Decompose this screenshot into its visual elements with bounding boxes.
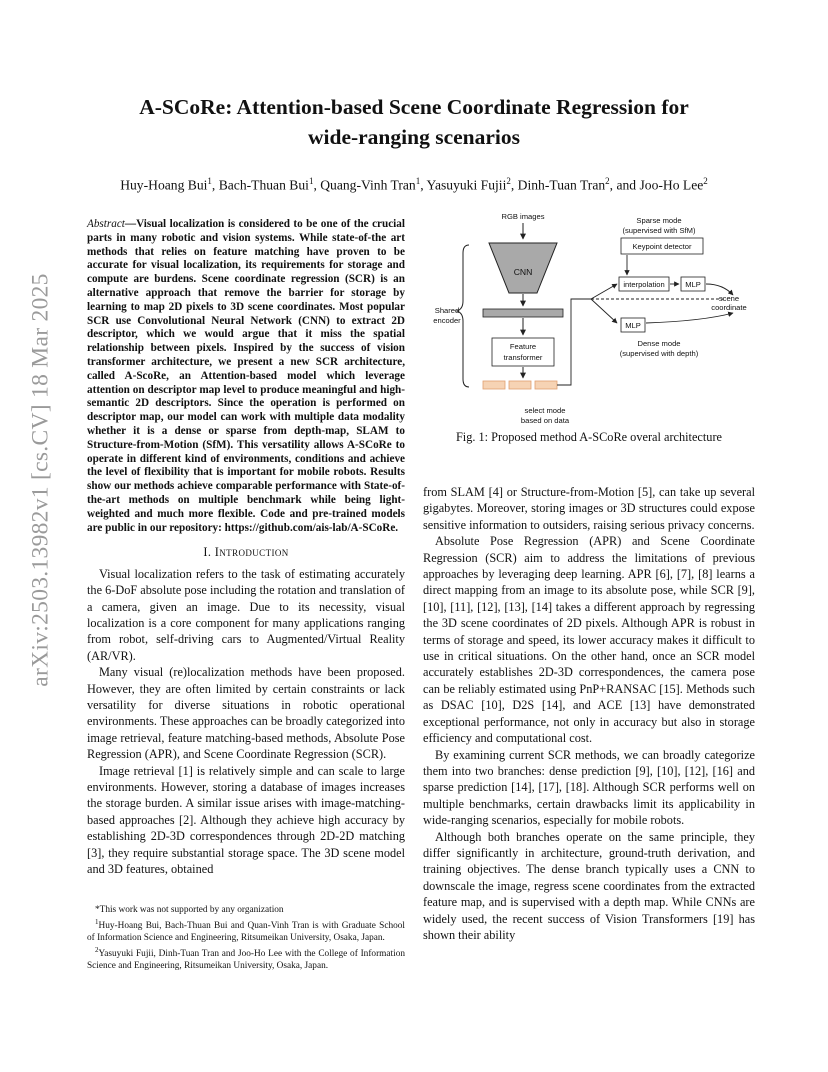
footnote-funding: *This work was not supported by any organization <box>95 905 284 915</box>
body-paragraph-continued: from SLAM [4] or Structure-from-Motion [5], can take up several gigabytes. Moreover, storing images or 3D structures could expose sensitive information to outsiders, raising serious privacy concerns. <box>423 485 755 532</box>
shared-encoder-label-1: Shared <box>434 306 460 315</box>
abstract <box>87 218 405 535</box>
author-separator: , and <box>609 177 640 193</box>
abstract-label: Abstract <box>87 218 125 230</box>
author-name: Bach-Thuan Bui <box>218 177 309 193</box>
title-line-1: A-SCoRe: Attention-based Scene Coordinate Regression for <box>139 95 689 119</box>
figure-caption: Fig. 1: Proposed method A-SCoRe overal architecture <box>455 430 723 444</box>
author-name: Huy-Hoang Bui <box>120 177 208 193</box>
footnote-affiliation-1 <box>87 917 405 944</box>
scene-coordinate-label-2: coordinate <box>711 303 747 312</box>
footnote-affiliation-2 <box>87 945 405 972</box>
abstract-dash: — <box>124 218 137 230</box>
select-mode-label-2: based on data <box>520 416 570 425</box>
section-heading <box>87 544 405 560</box>
left-column <box>87 218 405 877</box>
descriptor-token <box>509 381 531 389</box>
author-name: Dinh-Tuan Tran <box>517 177 606 193</box>
body-paragraph: Many visual (re)localization methods have been proposed. However, they are often limited by certain constraints or lack versatility for diverse situations in robotic operational environments. These approaches can be broadly categorized into image retrieval, feature matching-based methods, Absolute Pose Regression (APR), and Scene Coordinate Regression (SCR). <box>87 665 406 762</box>
feature-transformer-label-2: transformer <box>503 353 543 362</box>
author-separator: , <box>420 177 427 193</box>
architecture-diagram <box>423 203 755 435</box>
author-separator: , <box>211 177 219 193</box>
arrow-to-sparse <box>591 284 617 299</box>
author-list <box>40 172 788 195</box>
dense-mode-label-2: (supervised with depth) <box>619 349 699 358</box>
abstract-text: Visual localization is considered to be one of the crucial parts in many robotic and vision systems. While state-of-the art methods that relies on feature matching have proven to be accurate for visual localization, its requirements for storage and compute are burdens. Scene coordinate regression (SCR) is an alternative approach that remove the barrier for storage by learning to map 2D pixels to 3D scene coordinates. Most popular SCR use Convolutional Neural Network (CNN) to extract 2D descriptor, which we would argue that it miss the spatial relationship between pixels. Inspired by the success of vision transformer architecture, we present a new SCR architecture, called A-ScoRe, an Attention-based model which leverage attention on descriptor map level to produce meaningful and high-semantic 2D descriptors. Since the operation is performed on descriptor map, our model can work with multiple data modality whether it is a dense or sparse from depth-map, SLAM to Structure-from-Motion (SfM). This versatility allows A-SCoRe to operate in different kind of environments, conditions and achieve the level of flexibility that is important for mobile robots. Results show our methods achieve comparable performance with State-of-the-art methods on multiple benchmark while being light-weighted and much more flexible. Code and pre-trained models are public in our repository: https://github.com/ais-lab/A-SCoRe. <box>87 218 405 534</box>
author-affiliation-mark: 2 <box>605 176 610 186</box>
mlp-sparse-label: MLP <box>685 280 701 289</box>
arrow-to-dense <box>591 299 617 323</box>
descriptor-token <box>483 381 505 389</box>
author-affiliation-mark: 2 <box>703 176 708 186</box>
author-affiliation-mark: 1 <box>308 176 314 186</box>
footnotes <box>87 905 405 973</box>
interpolation-label: interpolation <box>623 280 665 289</box>
scene-coordinate-label-1: scene <box>718 294 740 303</box>
section-heading-text: I. Introduction <box>203 545 289 560</box>
footnote-mark: 1 <box>95 918 99 927</box>
cnn-label: CNN <box>513 267 533 277</box>
author-affiliation-mark: 1 <box>415 176 421 186</box>
arrow-dense-to-scene <box>646 313 733 323</box>
right-column <box>423 484 755 943</box>
architecture-figure <box>423 203 755 435</box>
descriptor-token <box>535 381 557 389</box>
select-mode-label-1: select mode <box>524 406 566 415</box>
body-paragraph: Absolute Pose Regression (APR) and Scene Coordinate Regression (SCR) aim to address the limitations of previous approaches by leveraging deep learning. APR [6], [7], [8] learns a direct mapping from an image to its absolute pose, while SCR [9], [10], [11], [12], [13], [14] takes a different approach by regressing the 3D scene coordinates of 2D pixels. Although APR is robust in terms of storage and speed, its lower accuracy makes it difficult to use in critical situations. On the other hand, once an SCR model accurately establishes 2D-3D correspondences, the camera pose can be reliably estimated using PnP+RANSAC [15]. Methods such as DSAC [10], D2S [14], and ACE [13] have demonstrated exceptional performance, not only in accuracy but also in storage efficiency and computational cost. <box>423 534 755 746</box>
author-name: Quang-Vinh Tran <box>320 177 416 193</box>
footnote-mark: 2 <box>95 946 99 955</box>
body-paragraph: Visual localization refers to the task of estimating accurately the 6-DoF absolute pose including the rotation and translation of a camera, given an image. Due to its necessity, visual localization is a core component for many applications ranging from robot, self-driving cars to Augmented/Virtual Reality (AR/VR). <box>87 566 405 663</box>
author-separator: , <box>313 177 321 193</box>
sparse-mode-label-2: (supervised with SfM) <box>622 226 696 235</box>
arxiv-identifier-text: arXiv:2503.13982v1 [cs.CV] 18 Mar 2025 <box>27 273 54 687</box>
footnote-text: Yasuyuki Fujii, Dinh-Tuan Tran and Joo-Ho Lee with the College of Information Science and Engineering, Ritsumeikan University, Osaka, Japan. <box>87 949 405 971</box>
arxiv-identifier <box>26 273 56 687</box>
body-paragraph: By examining current SCR methods, we can broadly categorize them into two branches: dense prediction [9], [10], [12], [16] and sparse prediction [14], [17], [18]. Although SCR performs well on multiple benchmarks, certain drawbacks limit its applicability in wide-ranging scenarios, especially for mobile robots. <box>423 747 755 828</box>
paper-title <box>90 92 738 152</box>
body-paragraph: Image retrieval [1] is relatively simple and can scale to large environments. However, storing a database of images increases the storage burden. A similar issue arises with image-matching-based approaches [2]. Although they achieve high accuracy by establishing 2D-3D correspondences through 2D-2D matching [3], they require substantial storage space. The 3D scene model and 3D features, obtained <box>87 763 405 877</box>
sparse-mode-label-1: Sparse mode <box>636 216 682 225</box>
shared-encoder-label-2: encoder <box>433 316 461 325</box>
dense-mode-label-1: Dense mode <box>637 339 681 348</box>
keypoint-detector-label: Keypoint detector <box>632 242 692 251</box>
mlp-dense-label: MLP <box>625 321 641 330</box>
author-name: Joo-Ho Lee <box>639 177 704 193</box>
rgb-images-label: RGB images <box>501 212 545 221</box>
body-paragraph: Although both branches operate on the same principle, they differ significantly in architecture, ground-truth derivation, and training objectives. The dense branch typically uses a CNN to downscale the image, regress scene coordinates from the extracted feature map, and is supervised with a depth map. While CNNs are widely used, the recent success of Vision Transformers [19] has shown their ability <box>423 829 755 942</box>
author-separator: , <box>510 177 518 193</box>
author-name: Yasuyuki Fujii <box>426 177 507 193</box>
author-affiliation-mark: 2 <box>506 176 511 186</box>
feature-transformer-label-1: Feature <box>509 342 537 351</box>
author-affiliation-mark: 1 <box>207 176 212 186</box>
feature-map-bar <box>483 309 563 317</box>
footnote-text: Huy-Hoang Bui, Bach-Thuan Bui and Quan-Vinh Tran is with Graduate School of Information Science and Engineering, Ritsumeikan University, Osaka, Japan. <box>87 921 405 943</box>
title-line-2: wide-ranging scenarios <box>307 125 520 149</box>
